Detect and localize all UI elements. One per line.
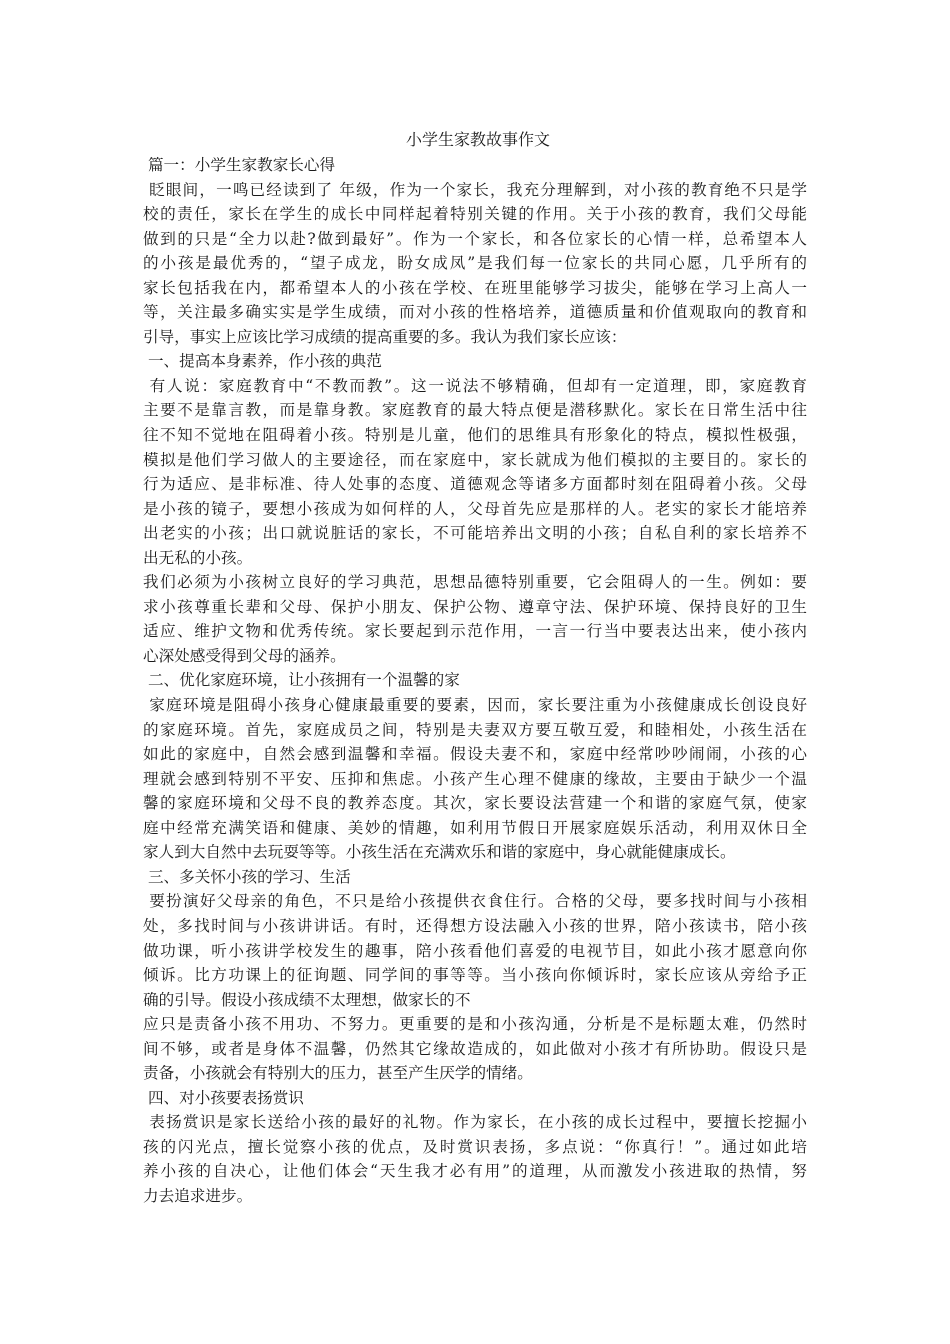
text-line: 适应、维护文物和优秀传统。家长要起到示范作用，一言一行当中要表达出来，使小孩内 — [143, 622, 807, 641]
document-body — [143, 153, 807, 1209]
text-line: 一、提高本身素养，作小孩的典范 — [143, 352, 382, 371]
text-line: 眨眼间，一鸣已经读到了 年级，作为一个家长，我充分理解到，对小孩的教育绝不只是学 — [143, 180, 807, 199]
text-line: 我们必须为小孩树立良好的学习典范，思想品德特别重要，它会阻碍人的一生。例如：要 — [143, 573, 807, 592]
text-line: 校的责任，家长在学生的成长中同样起着特别关键的作用。关于小孩的教育，我们父母能 — [143, 205, 807, 224]
text-line: 理就会感到特别不平安、压抑和焦虑。小孩产生心理不健康的缘故，主要由于缺少一个温 — [143, 769, 807, 788]
text-line: 庭中经常充满笑语和健康、美妙的情趣，如利用节假日开展家庭娱乐活动，利用双休日全 — [143, 818, 807, 837]
text-line: 应只是责备小孩不用功、不努力。更重要的是和小孩沟通，分析是不是标题太难，仍然时 — [143, 1015, 807, 1034]
text-line: 行为适应、是非标准、待人处事的态度、道德观念等诸多方面都时刻在阻碍着小孩。父母 — [143, 475, 807, 494]
text-line: 模拟是他们学习做人的主要途径，而在家庭中，家长就成为他们模拟的主要目的。家长的 — [143, 450, 807, 469]
text-line: 四、对小孩要表扬赏识 — [143, 1088, 304, 1107]
text-line: 家庭环境是阻碍小孩身心健康最重要的要素，因而，家长要注重为小孩健康成长创设良好 — [143, 696, 807, 715]
text-line: 要扮演好父母亲的角色，不只是给小孩提供衣食住行。合格的父母，要多找时间与小孩相 — [143, 892, 807, 911]
text-line: 做功课，听小孩讲学校发生的趣事，陪小孩看他们喜爱的电视节目，如此小孩才愿意向你 — [143, 941, 807, 960]
text-line: 责备，小孩就会有特别大的压力，甚至产生厌学的情绪。 — [143, 1064, 533, 1083]
text-line: 引导，事实上应该比学习成绩的提高重要的多。我认为我们家长应该： — [143, 327, 627, 346]
text-line: 家人到大自然中去玩耍等等。小孩生活在充满欢乐和谐的家庭中，身心就能健康成长。 — [143, 843, 736, 862]
document-title: 小学生家教故事作文 — [405, 130, 550, 149]
text-line: 倾诉。比方功课上的征询题、同学间的事等等。当小孩向你倾诉时，家长应该从旁给予正 — [143, 966, 807, 985]
text-line: 三、多关怀小孩的学习、生活 — [143, 867, 351, 886]
text-line: 篇一：小学生家教家长心得 — [143, 156, 336, 174]
text-line: 等，关注最多确实实是学生成绩，而对小孩的性格培养，道德质量和价值观取向的教育和 — [143, 303, 807, 322]
text-line: 力去追求进步。 — [143, 1186, 253, 1205]
text-line: 做到的只是“全力以赴?做到最好”。作为一个家长，和各位家长的心情一样，总希望本人 — [143, 229, 807, 248]
text-line: 处，多找时间与小孩讲讲话。有时，还得想方设法融入小孩的世界，陪小孩读书，陪小孩 — [143, 916, 807, 935]
text-line: 家长包括我在内，都希望本人的小孩在学校、在班里能够学习拔尖，能够在学习上高人一 — [143, 278, 807, 297]
text-line: 孩的闪光点，擅长觉察小孩的优点，及时赏识表扬，多点说：“你真行！”。通过如此培 — [143, 1137, 807, 1156]
text-line: 有人说：家庭教育中“不教而教”。这一说法不够精确，但却有一定道理，即，家庭教育 — [143, 376, 807, 395]
text-line: 确的引导。假设小孩成绩不太理想，做家长的不 — [143, 990, 471, 1009]
text-line: 间不够，或者是身体不温馨，仍然其它缘故造成的，如此做对小孩才有所协助。假设只是 — [143, 1039, 807, 1058]
text-line: 如此的家庭中，自然会感到温馨和幸福。假设夫妻不和，家庭中经常吵吵闹闹，小孩的心 — [143, 745, 807, 764]
text-line: 出老实的小孩；出口就说脏话的家长，不可能培养出文明的小孩；自私自利的家长培养不 — [143, 524, 807, 543]
text-line: 主要不是靠言教，而是靠身教。家庭教育的最大特点便是潜移默化。家长在日常生活中往 — [143, 401, 807, 420]
text-line: 二、优化家庭环境，让小孩拥有一个温馨的家 — [143, 671, 460, 690]
text-line: 求小孩尊重长辈和父母、保护小朋友、保护公物、遵章守法、保护环境、保持良好的卫生 — [143, 597, 807, 616]
text-line: 是小孩的镜子，要想小孩成为如何样的人，父母首先应是那样的人。老实的家长才能培养 — [143, 499, 807, 518]
text-line: 表扬赏识是家长送给小孩的最好的礼物。作为家长，在小孩的成长过程中，要擅长挖掘小 — [143, 1113, 807, 1132]
text-line: 养小孩的自决心，让他们体会“天生我才必有用”的道理，从而激发小孩进取的热情，努 — [143, 1162, 807, 1181]
text-line: 的小孩是最优秀的，“望子成龙，盼女成凤”是我们每一位家长的共同心愿，几乎所有的 — [143, 254, 807, 273]
text-line: 出无私的小孩。 — [143, 548, 253, 567]
text-line: 的家庭环境。首先，家庭成员之间，特别是夫妻双方要互敬互爱，和睦相处，小孩生活在 — [143, 720, 807, 739]
text-line: 往不知不觉地在阻碍着小孩。特别是儿童，他们的思维具有形象化的特点，模拟性极强， — [143, 426, 807, 445]
text-line: 馨的家庭环境和父母不良的教养态度。其次，家长要设法营建一个和谐的家庭气氛，使家 — [143, 794, 807, 813]
text-line: 心深处感受得到父母的涵养。 — [143, 646, 346, 665]
document-page — [143, 128, 807, 1209]
